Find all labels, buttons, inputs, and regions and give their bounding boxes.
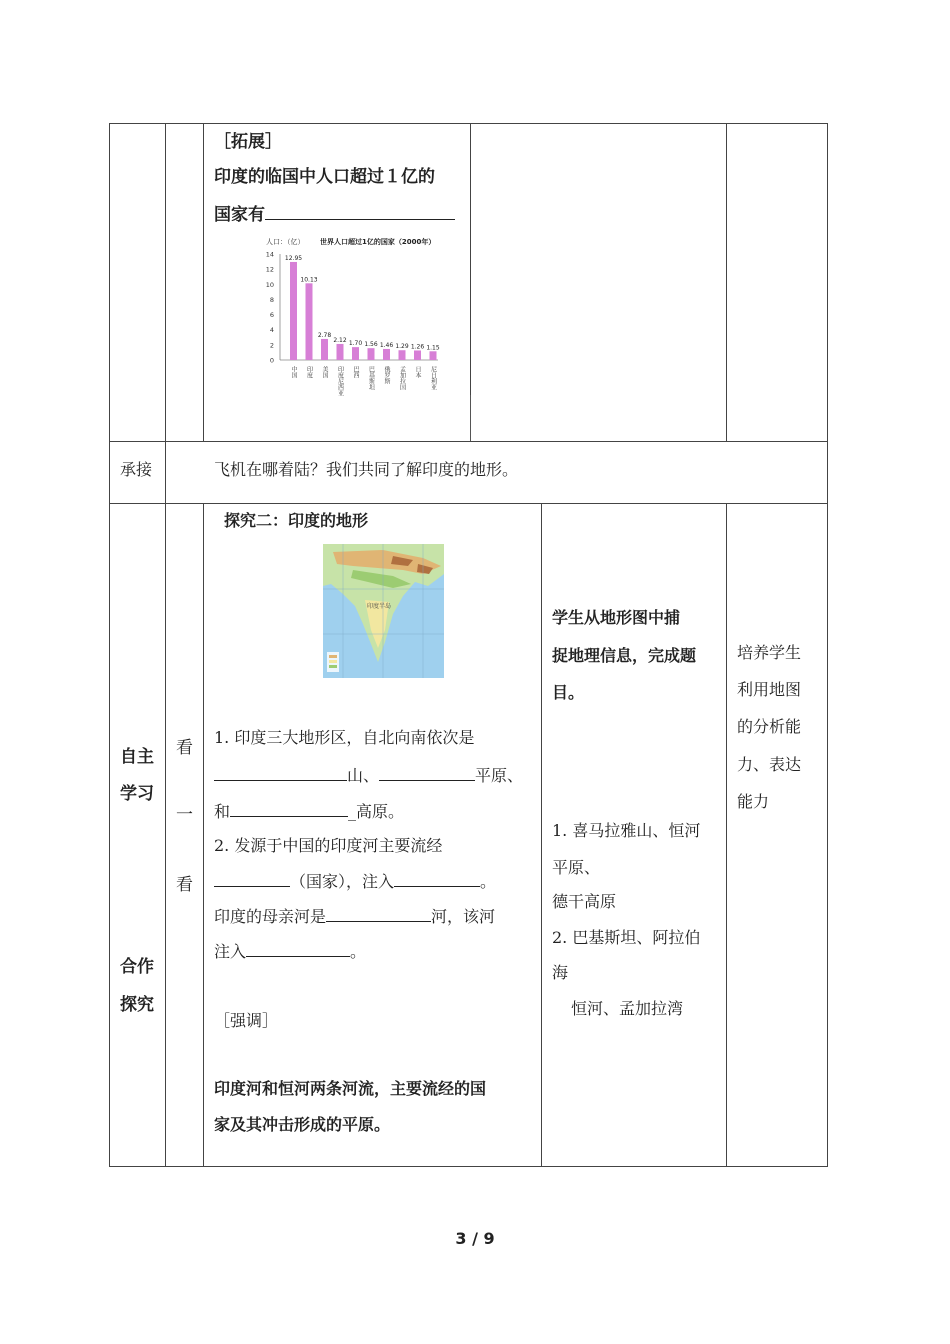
answer-line4: 2. 巴基斯坦、阿拉伯 [552,928,701,947]
goal-line2: 利用地图 [737,680,802,699]
bar-value-label: 12.95 [284,254,303,262]
category-label: 美国 [321,366,328,378]
y-tick-label: 2 [269,341,274,350]
bar-8 [399,350,406,360]
method-char-2: 一 [176,805,193,825]
blank-sea [394,868,480,887]
bar-7 [383,349,390,360]
chart-edge [470,395,471,441]
blank-country [214,868,290,887]
transition-label: 承接 [120,460,153,479]
blank-plateau [230,798,348,817]
emphasis-line2: 家及其冲击形成的平原。 [214,1115,391,1134]
bar-9 [414,350,421,360]
student-activity-line2: 捉地理信息，完成题 [552,646,697,665]
emphasis-label: ［强调］ [214,1011,279,1030]
question-1-line3: 和 _高原。 [214,798,404,822]
emphasis-line1: 印度河和恒河两条河流，主要流经的国 [214,1079,487,1098]
bar-10 [430,351,437,360]
y-tick-label: 10 [265,280,274,289]
bar-1 [290,262,297,360]
chart-title: 世界人口超过1亿的国家（2000年） [320,238,436,246]
y-tick-label: 0 [269,356,274,365]
answer-line6: 恒河、孟加拉湾 [571,999,684,1018]
blank-mountain [214,762,347,781]
answer-blank [265,201,455,220]
blank-river [326,903,431,922]
y-tick-label: 14 [265,250,274,259]
stage-label-1: 自主 [120,747,154,767]
answer-line2: 平原、 [552,858,601,877]
bar-value-label: 1.26 [410,343,425,351]
extension-question-line2: 国家有 [214,200,455,225]
question-1-line1: 1. 印度三大地形区，自北向南依次是 [214,728,475,747]
chart-ylabel: 人口：（亿） [266,238,305,246]
question-1-line2: 山、 平原、 [214,762,523,786]
bar-value-label: 2.78 [317,331,332,339]
bar-value-label: 1.15 [426,344,440,352]
y-tick-label: 8 [269,295,274,304]
india-terrain-map [323,544,444,678]
y-tick-label: 6 [269,311,274,320]
map-label: 印度半岛 [367,603,392,610]
category-label: 中国 [290,366,297,378]
transition-text: 飞机在哪着陆？我们共同了解印度的地形。 [214,460,519,479]
answer-line1: 1. 喜马拉雅山、恒河 [552,821,701,840]
method-char-3: 看 [176,875,193,895]
question-2-line2: （国家），注入 。 [214,868,496,892]
population-chart [262,232,472,412]
bar-3 [321,339,328,360]
bar-value-label: 10.13 [300,276,318,284]
answer-line3: 德干高原 [552,892,617,911]
category-label: 孟加拉国 [398,366,406,390]
category-label: 巴基斯坦 [367,366,375,390]
section-title: 探究二：印度的地形 [224,511,369,530]
category-label: 日本 [414,366,421,378]
bar-2 [306,283,313,360]
category-label: 印度尼西亚 [336,366,344,396]
goal-line3: 的分析能 [737,717,802,736]
bar-6 [368,348,375,360]
method-char-1: 看 [176,738,193,758]
bar-value-label: 1.70 [348,340,363,348]
blank-plain [379,762,475,781]
category-label: 巴西 [352,366,359,378]
blank-bay [246,938,350,957]
bar-value-label: 1.29 [395,343,409,351]
bar-5 [352,347,359,360]
answer-line5: 海 [552,963,569,982]
y-tick-label: 4 [269,326,274,335]
page-number: 3 / 9 [455,1229,495,1248]
bar-4 [337,344,344,360]
student-activity-line1: 学生从地形图中捕 [552,608,681,627]
bar-value-label: 1.56 [364,341,378,349]
question-2-line3: 印度的母亲河是 河，该河 [214,903,495,927]
bar-value-label: 2.12 [333,336,347,344]
category-label: 尼日利亚 [429,366,437,390]
stage-label-2: 学习 [120,784,154,804]
bar-value-label: 1.46 [379,341,394,349]
question-2-line4: 注入 。 [214,938,366,962]
category-label: 俄罗斯 [383,366,390,384]
extension-header: ［拓展］ [214,132,282,152]
goal-line5: 能力 [737,792,770,811]
goal-line1: 培养学生 [737,643,802,662]
category-label: 印度 [305,366,313,378]
stage-label-4: 探究 [120,995,154,1015]
question-2-line1: 2. 发源于中国的印度河主要流经 [214,836,443,855]
goal-line4: 力、表达 [737,755,802,774]
y-tick-label: 12 [265,265,274,274]
student-activity-line3: 目。 [552,683,585,702]
stage-label-3: 合作 [120,957,154,977]
extension-question-line1: 印度的临国中人口超过１亿的 [214,167,435,187]
